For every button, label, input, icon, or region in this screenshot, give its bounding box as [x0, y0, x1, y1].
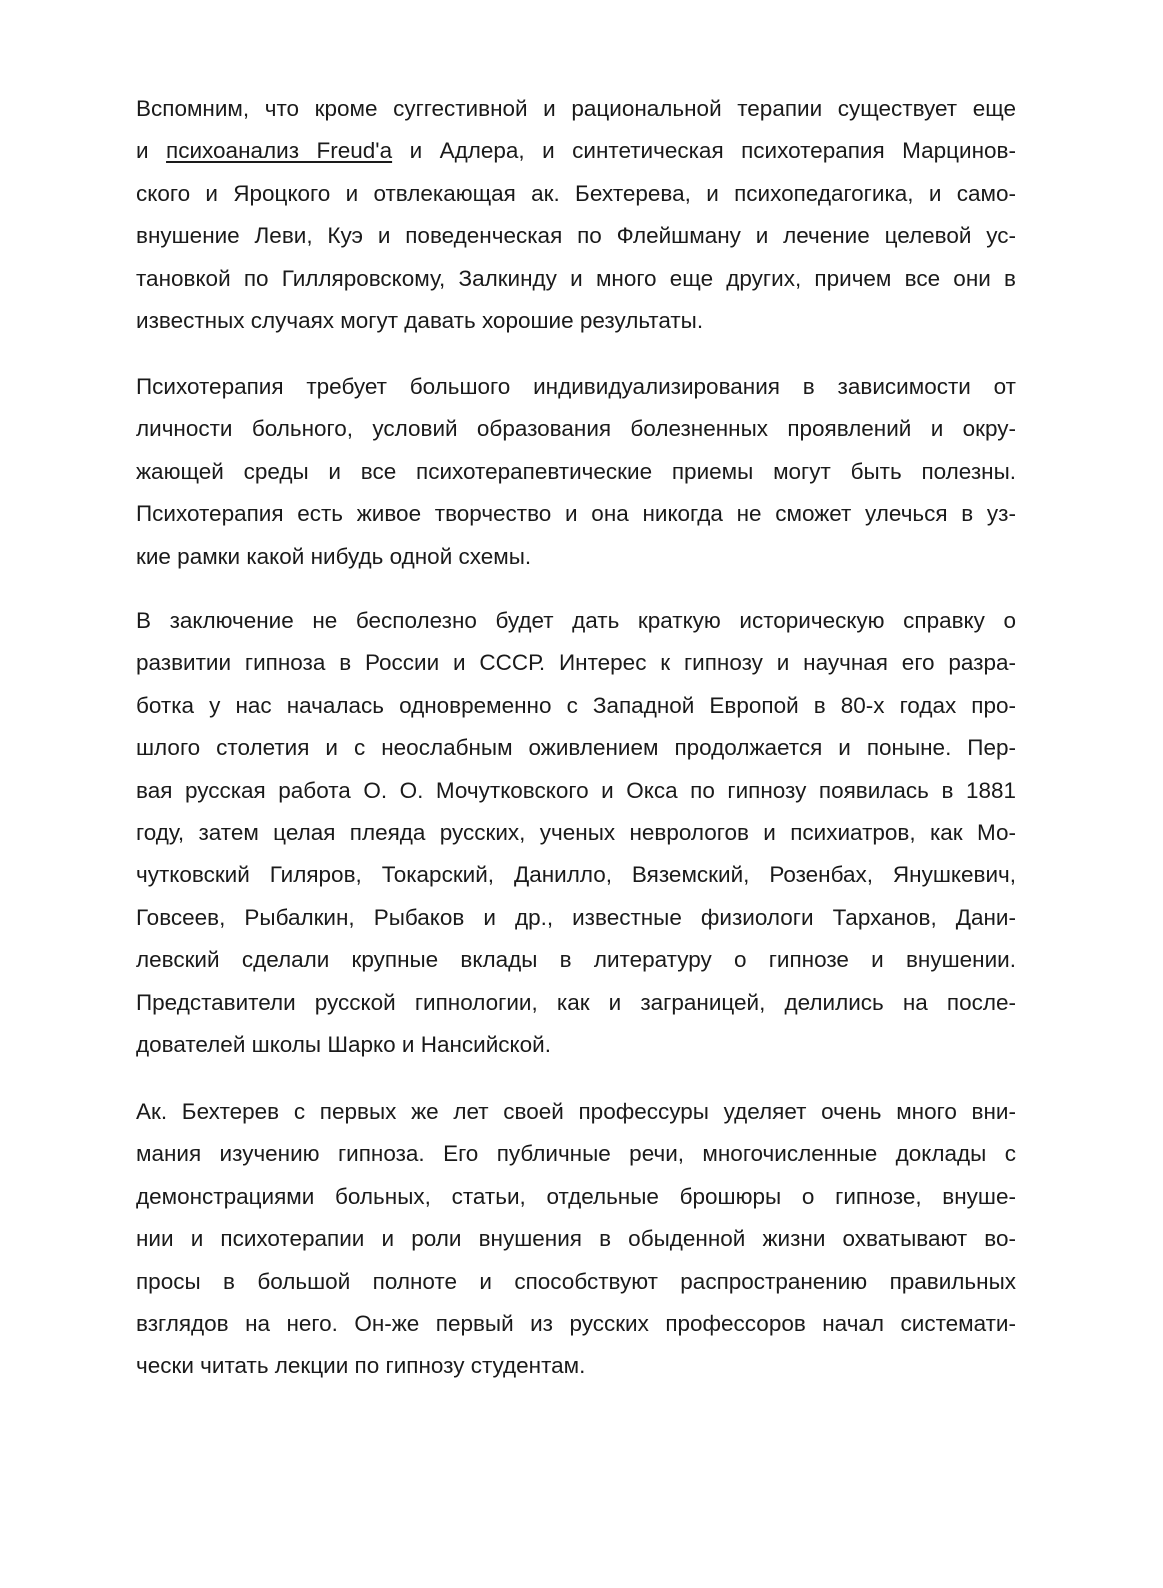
text-line: просы в большой полноте и способствуют распространению правильных	[136, 1268, 1016, 1294]
text-line: Представители русской гипнологии, как и заграницей, делились на после-	[136, 989, 1016, 1015]
text-line: мания изучению гипноза. Его публичные речи, многочисленные доклады с	[136, 1141, 1016, 1167]
paragraph-1	[136, 88, 1016, 342]
text-line: шлого столетия и с неослабным оживлением продолжается и поныне. Пер-	[136, 735, 1016, 761]
text-line: внушение Леви, Куэ и поведенческая по Флейшману и лечение целевой ус-	[136, 223, 1016, 249]
text-line: взглядов на него. Он-же первый из русских профессоров начал системати-	[136, 1310, 1016, 1336]
text-line: Психотерапия есть живое творчество и она никогда не сможет улечься в уз-	[136, 501, 1016, 527]
text-line: чески читать лекции по гипнозу студентам.	[136, 1353, 586, 1379]
text-line: чутковский Гиляров, Токарский, Данилло, Вяземский, Розенбах, Янушкевич,	[136, 862, 1016, 888]
text-line: году, затем целая плеяда русских, ученых неврологов и психиатров, как Мо-	[136, 819, 1016, 845]
text-line: ского и Яроцкого и отвлекающая ак. Бехтерева, и психопедагогика, и само-	[136, 180, 1016, 206]
text-line: левский сделали крупные вклады в литературу о гипнозе и внушении.	[136, 947, 1016, 973]
text-line: Психотерапия требует большого индивидуализирования в зависимости от	[136, 374, 1016, 399]
text-line: известных случаях могут давать хорошие результаты.	[136, 307, 704, 333]
text-line: жающей среды и все психотерапевтические приемы могут быть полезны.	[136, 458, 1016, 484]
text-line: В заключение не бесполезно будет дать краткую историческую справку о	[136, 608, 1016, 633]
text-line: кие рамки какой нибудь одной схемы.	[136, 543, 532, 569]
text-line: демонстрациями больных, статьи, отдельные брошюры о гипнозе, внуше-	[136, 1183, 1016, 1209]
text-line	[136, 130, 1016, 172]
text-line: Ак. Бехтерев с первых же лет своей профессуры уделяет очень много вни-	[136, 1099, 1016, 1124]
text-line: ботка у нас началась одновременно с Западной Европой в 80-х годах про-	[136, 692, 1016, 718]
paragraph-3	[136, 600, 1016, 1066]
text-run: и	[136, 138, 167, 164]
text-line: личности больного, условий образования болезненных проявлений и окру-	[136, 416, 1016, 442]
paragraph-2	[136, 366, 1016, 578]
text-line: тановкой по Гилляровскому, Залкинду и много еще других, причем все они в	[136, 265, 1016, 291]
text-line: Вспомним, что кроме суггестивной и рациональной терапии существует еще	[136, 96, 1016, 121]
text-line: развитии гипноза в России и СССР. Интерес к гипнозу и научная его разра-	[136, 650, 1016, 676]
text-run: и Адлера, и синтетическая психотерапия Марцинов-	[392, 138, 1016, 164]
psychoanalysis-link[interactable]: психоанализ Freud'a	[166, 138, 393, 164]
text-line: Говсеев, Рыбалкин, Рыбаков и др., известные физиологи Тарханов, Дани-	[136, 904, 1016, 930]
paragraph-4	[136, 1091, 1016, 1388]
text-line: вая русская работа О. О. Мочутковского и Окса по гипнозу появилась в 1881	[136, 777, 1016, 803]
text-line: дователей школы Шарко и Нансийской.	[136, 1031, 551, 1057]
text-line: нии и психотерапии и роли внушения в обыденной жизни охватывают во-	[136, 1226, 1016, 1252]
